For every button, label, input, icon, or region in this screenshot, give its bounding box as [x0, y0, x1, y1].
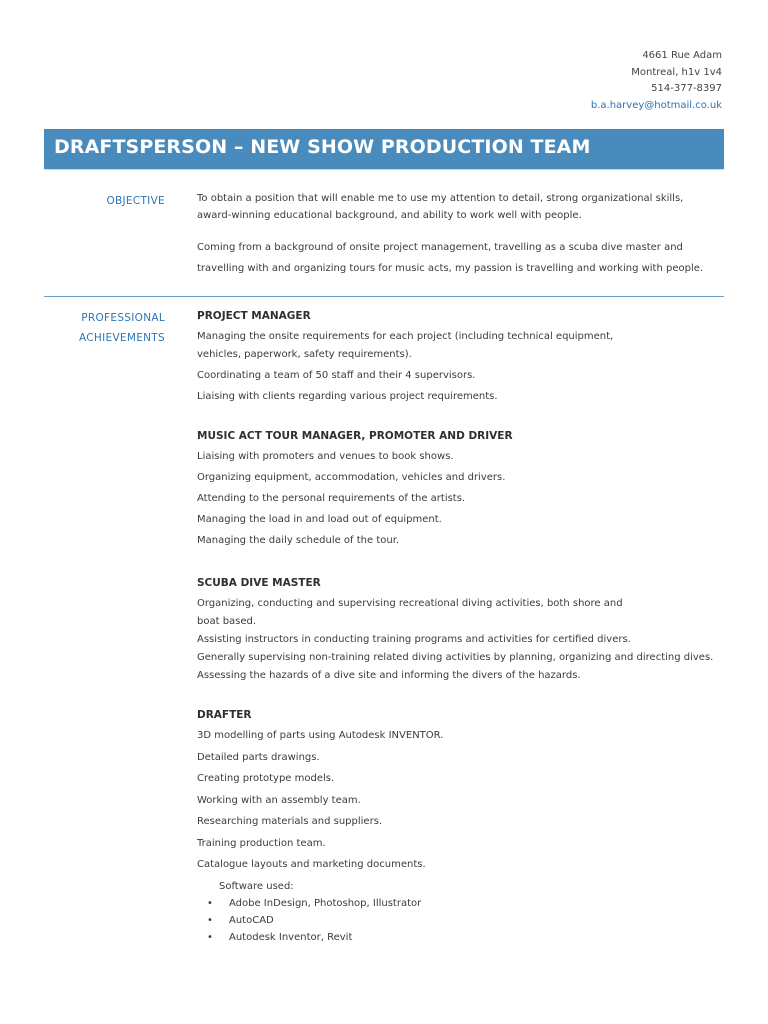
software-item-label: Autodesk Inventor, Revit [229, 932, 353, 943]
objective-paragraph-1: To obtain a position that will enable me to use my attention to detail, strong organizational skills, award-winning educational background, and ability to work well with people. [197, 193, 684, 221]
job-line: Coordinating a team of 50 staff and their 4 supervisors. [197, 370, 476, 381]
contact-phone: 514-377-8397 [651, 83, 722, 94]
job-line: Assisting instructors in conducting training programs and activities for certified divers. [197, 634, 631, 645]
software-item-label: Adobe InDesign, Photoshop, Illustrator [229, 898, 422, 909]
job-title: MUSIC ACT TOUR MANAGER, PROMOTER AND DRIVER [197, 430, 513, 442]
job-title: DRAFTER [197, 709, 252, 721]
job-line: Assessing the hazards of a dive site and informing the divers of the hazards. [197, 670, 581, 681]
job-line: Researching materials and suppliers. [197, 816, 383, 827]
bullet-icon: • [207, 932, 213, 943]
job-line: Generally supervising non-training related diving activities by planning, organizing and directing dives. [197, 652, 714, 663]
job-line: 3D modelling of parts using Autodesk INVENTOR. [197, 730, 444, 741]
job-line: Organizing, conducting and supervising recreational diving activities, both shore and boat based. [197, 598, 623, 627]
contact-block [591, 48, 722, 114]
job-line: Liaising with promoters and venues to book shows. [197, 451, 454, 462]
job-line: Managing the onsite requirements for each project (including technical equipment, vehicles, paperwork, safety requirements). [197, 331, 614, 360]
job-line: Attending to the personal requirements of the artists. [197, 493, 466, 504]
software-used [207, 878, 717, 946]
achievements-list [197, 308, 717, 970]
software-item [207, 929, 717, 946]
contact-street: 4661 Rue Adam [642, 50, 722, 61]
title-banner [44, 129, 724, 169]
software-item-label: AutoCAD [229, 915, 274, 926]
job-line: Detailed parts drawings. [197, 751, 320, 763]
job-title: SCUBA DIVE MASTER [197, 577, 321, 589]
job-line: Training production team. [197, 837, 326, 849]
job-project-manager [197, 308, 717, 406]
bullet-icon: • [207, 898, 213, 909]
software-list [207, 895, 717, 946]
bullet-icon: • [207, 915, 213, 926]
objective-label: OBJECTIVE [106, 195, 165, 207]
job-title: PROJECT MANAGER [197, 310, 311, 322]
achievements-label [43, 308, 165, 348]
software-item [207, 912, 717, 929]
job-line: Creating prototype models. [197, 773, 335, 784]
job-line: Managing the load in and load out of equipment. [197, 514, 442, 525]
job-scuba-dive-master [197, 575, 717, 685]
contact-city: Montreal, h1v 1v4 [631, 66, 722, 78]
achievements-label-line-1: PROFESSIONAL [81, 312, 165, 324]
objective-paragraph-2: Coming from a background of onsite project management, travelling as a scuba dive master and travelling with and organizing tours for music acts, my passion is travelling and working with people. [197, 242, 704, 274]
job-line: Organizing equipment, accommodation, vehicles and drivers. [197, 472, 506, 483]
job-line: Working with an assembly team. [197, 794, 361, 806]
title-underline [44, 169, 724, 170]
software-title: Software used: [219, 881, 294, 892]
job-drafter [197, 707, 717, 946]
software-item [207, 895, 717, 912]
job-line: Managing the daily schedule of the tour. [197, 535, 400, 546]
contact-email[interactable]: b.a.harvey@hotmail.co.uk [590, 99, 722, 111]
job-line: Catalogue layouts and marketing documents. [197, 859, 426, 870]
job-line: Liaising with clients regarding various project requirements. [197, 391, 498, 402]
section-divider [44, 296, 724, 297]
document-title: DRAFTSPERSON – NEW SHOW PRODUCTION TEAM [54, 136, 591, 158]
achievements-label-line-2: ACHIEVEMENTS [78, 332, 165, 344]
job-tour-manager [197, 428, 717, 550]
